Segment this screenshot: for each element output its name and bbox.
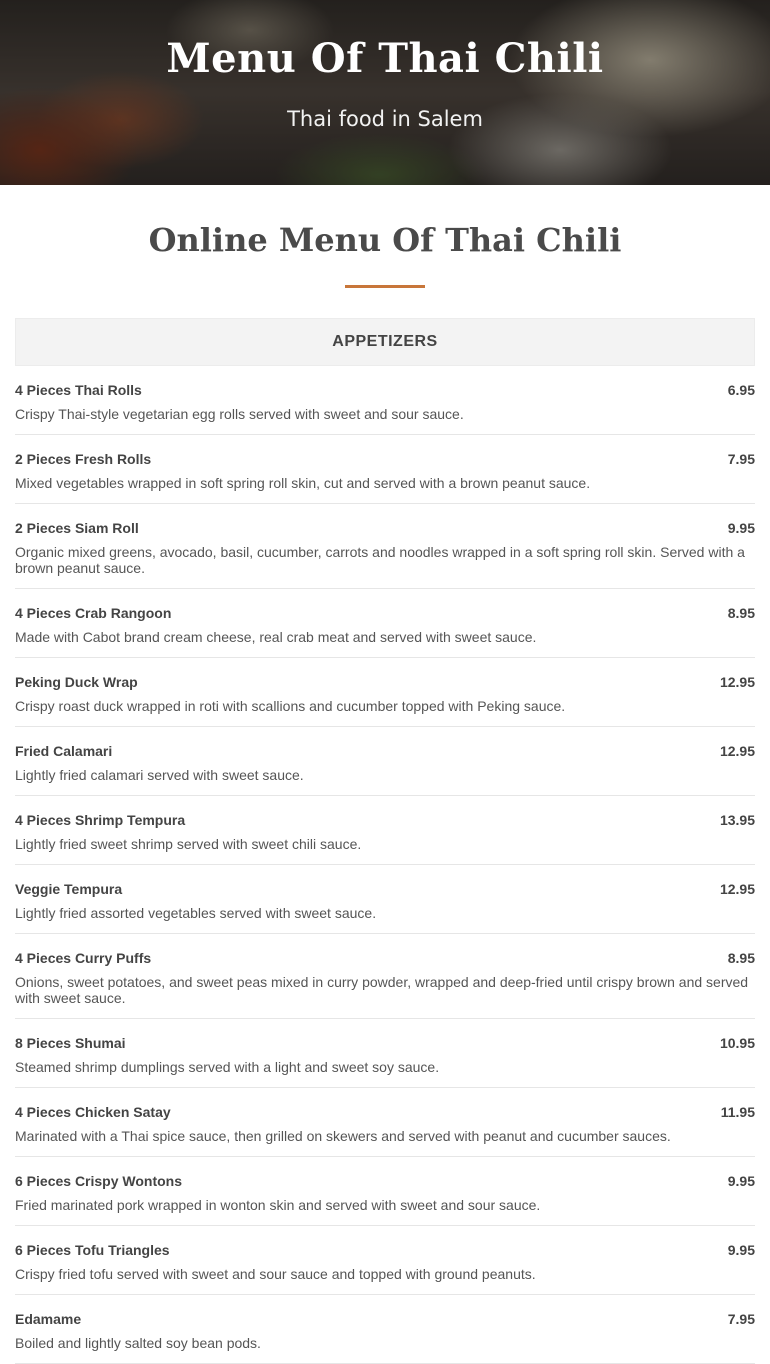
menu-item xyxy=(15,934,755,1019)
category-header: APPETIZERS xyxy=(15,318,755,366)
hero-banner xyxy=(0,0,770,185)
item-name: 4 Pieces Curry Puffs xyxy=(15,950,152,966)
item-price: 12.95 xyxy=(719,743,755,759)
menu-item xyxy=(15,1019,755,1088)
item-price: 9.95 xyxy=(727,520,755,536)
item-description: Mixed vegetables wrapped in soft spring roll skin, cut and served with a brown peanut sauce. xyxy=(15,475,591,491)
item-name: Edamame xyxy=(15,1311,82,1327)
item-description: Lightly fried calamari served with sweet sauce. xyxy=(15,767,304,783)
menu-item xyxy=(15,727,755,796)
item-description: Lightly fried sweet shrimp served with sweet chili sauce. xyxy=(15,836,362,852)
item-price: 7.95 xyxy=(727,1311,755,1327)
item-description: Lightly fried assorted vegetables served with sweet sauce. xyxy=(15,905,377,921)
menu-item xyxy=(15,589,755,658)
item-name: 4 Pieces Crab Rangoon xyxy=(15,605,172,621)
menu-item xyxy=(15,1157,755,1226)
item-price: 6.95 xyxy=(727,382,755,398)
item-name: 4 Pieces Chicken Satay xyxy=(15,1104,171,1120)
item-name: 4 Pieces Thai Rolls xyxy=(15,382,142,398)
item-price: 9.95 xyxy=(727,1173,755,1189)
menu-item xyxy=(15,435,755,504)
item-name: 6 Pieces Tofu Triangles xyxy=(15,1242,170,1258)
item-name: 4 Pieces Shrimp Tempura xyxy=(15,812,186,828)
item-price: 12.95 xyxy=(719,881,755,897)
menu-item xyxy=(15,658,755,727)
hero-title: Menu Of Thai Chili xyxy=(166,35,604,82)
menu-item xyxy=(15,865,755,934)
item-price: 8.95 xyxy=(727,605,755,621)
item-name: 8 Pieces Shumai xyxy=(15,1035,126,1051)
item-name: Peking Duck Wrap xyxy=(15,674,138,690)
item-description: Steamed shrimp dumplings served with a light and sweet soy sauce. xyxy=(15,1059,440,1075)
section-title: Online Menu Of Thai Chili xyxy=(148,221,622,259)
item-name: 6 Pieces Crispy Wontons xyxy=(15,1173,183,1189)
item-price: 8.95 xyxy=(727,950,755,966)
menu-main xyxy=(0,221,770,1364)
item-price: 7.95 xyxy=(727,451,755,467)
menu-items-list xyxy=(15,366,755,1364)
menu-item xyxy=(15,1295,755,1364)
item-price: 9.95 xyxy=(727,1242,755,1258)
menu-item xyxy=(15,504,755,589)
item-description: Organic mixed greens, avocado, basil, cucumber, carrots and noodles wrapped in a soft spring roll skin. Served with a brown peanut sauce. xyxy=(15,544,745,576)
item-name: 2 Pieces Siam Roll xyxy=(15,520,139,536)
item-description: Marinated with a Thai spice sauce, then grilled on skewers and served with peanut and cucumber sauces. xyxy=(15,1128,671,1144)
item-description: Crispy fried tofu served with sweet and sour sauce and topped with ground peanuts. xyxy=(15,1266,536,1282)
item-description: Fried marinated pork wrapped in wonton skin and served with sweet and sour sauce. xyxy=(15,1197,541,1213)
menu-item xyxy=(15,366,755,435)
item-description: Boiled and lightly salted soy bean pods. xyxy=(15,1335,261,1351)
item-price: 13.95 xyxy=(719,812,755,828)
item-description: Crispy Thai-style vegetarian egg rolls served with sweet and sour sauce. xyxy=(15,406,464,422)
item-description: Crispy roast duck wrapped in roti with scallions and cucumber topped with Peking sauce. xyxy=(15,698,566,714)
hero-subtitle: Thai food in Salem xyxy=(287,107,483,131)
item-name: Fried Calamari xyxy=(15,743,113,759)
menu-item xyxy=(15,1226,755,1295)
item-price: 12.95 xyxy=(719,674,755,690)
title-divider xyxy=(345,285,425,288)
item-name: 2 Pieces Fresh Rolls xyxy=(15,451,152,467)
item-price: 10.95 xyxy=(719,1035,755,1051)
item-name: Veggie Tempura xyxy=(15,881,123,897)
item-description: Onions, sweet potatoes, and sweet peas mixed in curry powder, wrapped and deep-fried until crispy brown and served with sweet sauce. xyxy=(15,974,749,1006)
menu-item xyxy=(15,796,755,865)
item-description: Made with Cabot brand cream cheese, real crab meat and served with sweet sauce. xyxy=(15,629,537,645)
menu-item xyxy=(15,1088,755,1157)
item-price: 11.95 xyxy=(720,1104,755,1120)
